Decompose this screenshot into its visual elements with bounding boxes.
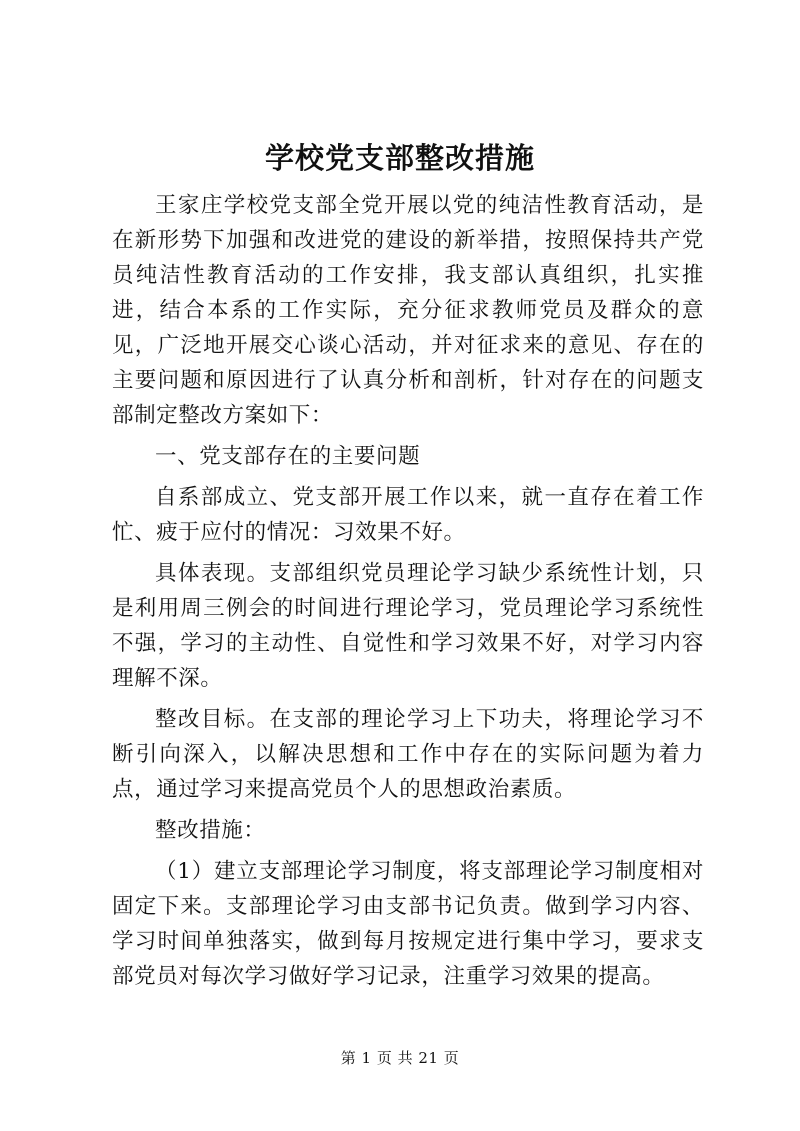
paragraph-specific-performance: 具体表现。支部组织党员理论学习缺少系统性计划，只是利用周三例会的时间进行理论学习，党员理论学习系统性不强，学习的主动性、自觉性和学习效果不好，对学习内容理解不深。	[112, 561, 704, 691]
paragraph-rectification-goal: 整改目标。在支部的理论学习上下功夫，将理论学习不断引向深入，以解决思想和工作中存在的实际问题为着力点，通过学习来提高党员个人的思想政治素质。	[112, 707, 704, 802]
document-body	[112, 188, 704, 994]
paragraph-measure-1: （1）建立支部理论学习制度，将支部理论学习制度相对固定下来。支部理论学习由支部书记负责。做到学习内容、学习时间单独落实，做到每月按规定进行集中学习，要求支部党员对每次学习做好学习记录，注重学习效果的提高。	[112, 859, 704, 989]
page-number-footer: 第 1 页 共 21 页	[340, 1049, 460, 1067]
document-title: 学校党支部整改措施	[264, 141, 535, 175]
paragraph-intro: 王家庄学校党支部全党开展以党的纯洁性教育活动，是在新形势下加强和改进党的建设的新举措，按照保持共产党员纯洁性教育活动的工作安排，我支部认真组织，扎实推进，结合本系的工作实际，充分征求教师党员及群众的意见，广泛地开展交心谈心活动，并对征求来的意见、存在的主要问题和原因进行了认真分析和剖析，针对存在的问题支部制定整改方案如下：	[112, 193, 704, 428]
paragraph-rectification-measures-heading: 整改措施：	[155, 818, 266, 843]
section-heading-main-problems: 一、党支部存在的主要问题	[155, 444, 421, 469]
paragraph-problem-summary: 自系部成立、党支部开展工作以来，就一直存在着工作忙、疲于应付的情况：习效果不好。	[112, 485, 704, 545]
